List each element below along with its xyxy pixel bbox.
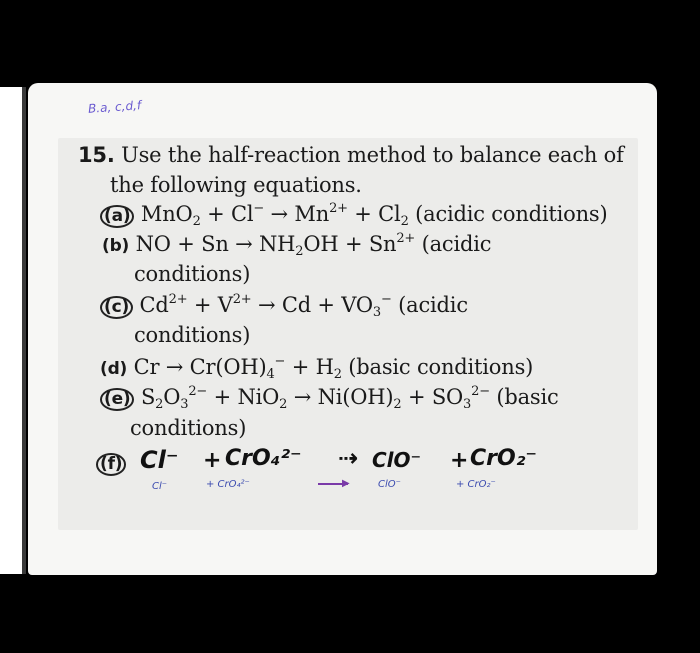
part-d-equation: $Cr \to Cr(OH)_4^- + H_2$ [133,354,342,382]
part-f-pencil-4: + CrO₂⁻ [456,479,496,490]
part-f-reactant-2: CrO₄²⁻ [225,446,302,471]
question-line-1 [78,143,624,167]
pencil-arrow-icon: ▶ [318,479,352,489]
part-d [100,354,534,382]
part-f-arrow: ⇢ [338,444,359,472]
adjacent-page-edge [0,87,22,574]
part-b-conditions: (acidic [421,232,492,256]
part-d-label: (d) [100,359,128,379]
part-e-equation: $S_2O_3^{2-} + NiO_2 \to Ni(OH)_2 + SO_3^{2-}$ [140,384,490,412]
part-f-pencil-1: Cl⁻ [152,481,168,492]
part-f-label: (f) [96,453,126,476]
part-a [100,202,608,228]
part-a-label: (a) [100,205,134,228]
page-edge-shadow [22,87,26,574]
part-b-label: (b) [102,236,130,256]
part-f-product-1: ClO⁻ [372,448,422,472]
part-c-conditions-2: conditions) [134,323,251,347]
part-f-product-2: CrO₂⁻ [470,446,537,471]
question-number: 15. [78,143,115,167]
part-a-conditions: (acidic conditions) [415,202,608,226]
part-e [100,385,559,411]
question-prompt-1: Use the half-reaction method to balance each of [121,143,624,167]
part-f-plus-1: + [203,448,222,473]
question-line-2 [110,173,362,197]
part-d-conditions: (basic conditions) [348,355,534,379]
part-c-conditions: (acidic [398,293,468,317]
part-e-cont [130,416,246,440]
margin-note: B.a, c,d,f [87,98,142,116]
part-b-cont [134,262,250,286]
part-e-conditions-2: conditions) [130,416,247,440]
part-b [102,231,492,259]
part-b-equation: NO + $Sn \to NH_2OH + Sn^{2+}$ [135,231,416,259]
part-e-label: (e) [100,388,134,411]
part-f-reactant-1: Cl⁻ [140,446,179,474]
question-prompt-2: the following equations. [110,173,362,197]
part-f [96,450,126,476]
part-a-equation: $MnO_2 + Cl^- \to Mn^{2+} + Cl_2$ [140,201,409,229]
part-f-pencil-2: + CrO₄²⁻ [206,479,250,490]
part-b-conditions-2: conditions) [134,262,251,286]
part-c [100,293,468,319]
part-c-equation: $Cd^{2+} + V^{2+} \to Cd + VO_3^-$ [139,292,392,320]
part-e-conditions: (basic [496,385,559,409]
part-f-plus-2: + [450,448,469,473]
part-f-pencil-3: ClO⁻ [378,479,401,490]
part-c-label: (c) [100,296,133,319]
part-c-cont [134,323,250,347]
